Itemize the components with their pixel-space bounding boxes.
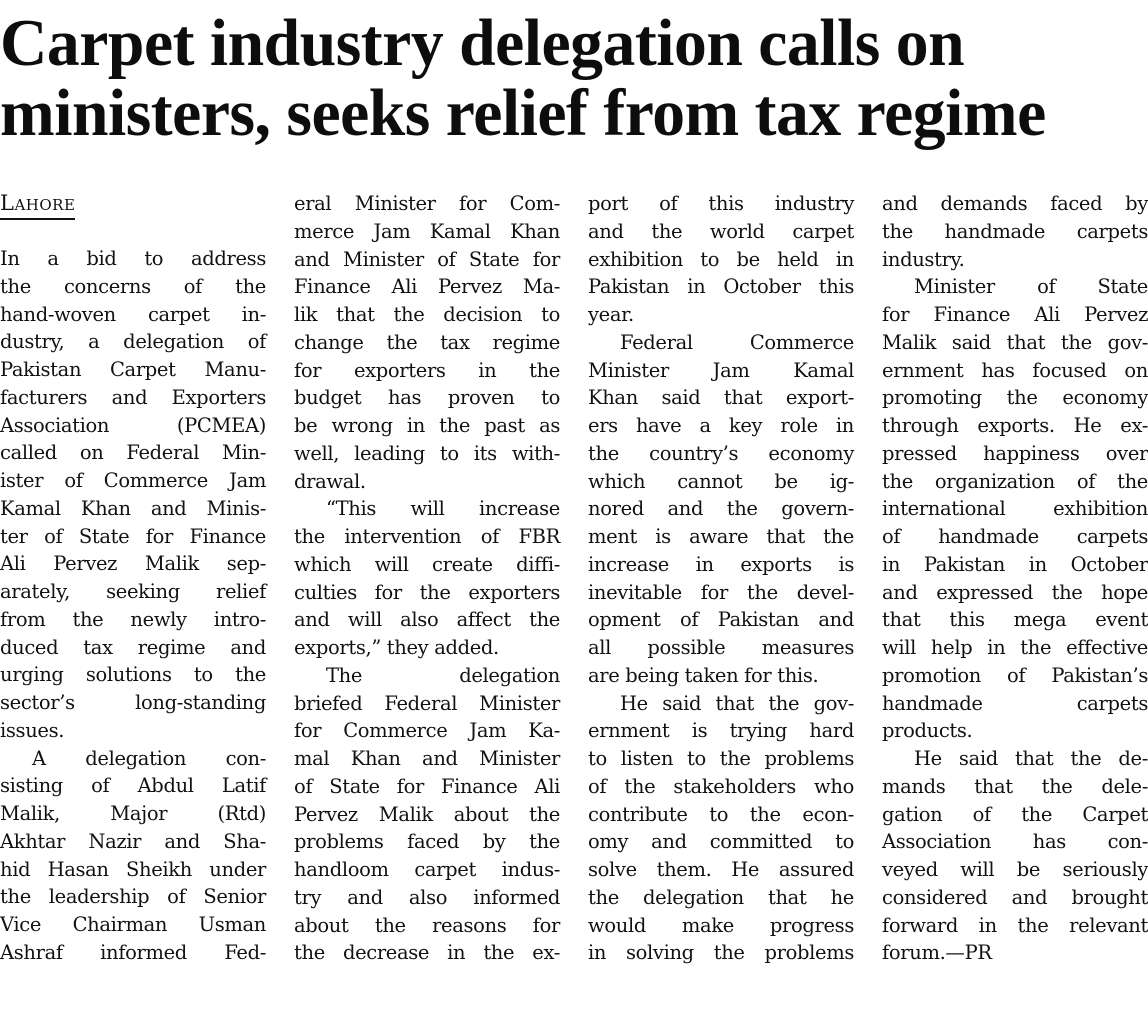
- article-text-line: dustry, a delegation of: [0, 330, 266, 354]
- article-text-line: for Finance Ali Pervez: [882, 303, 1148, 326]
- article-text-line: mal Khan and Minister: [294, 747, 560, 770]
- article-text-line: for exporters in the: [294, 358, 560, 382]
- headline-line-2: ministers, seeks relief from tax regime: [0, 76, 1046, 150]
- article-text-line: exports,” they added.: [294, 636, 499, 659]
- article-text-line: Association has con-: [882, 830, 1148, 854]
- article-text-line: year.: [588, 303, 634, 326]
- article-text-line: lik that the decision to: [294, 303, 560, 326]
- headline-line-1: Carpet industry delegation calls on: [0, 6, 965, 80]
- article-column-1: [0, 245, 266, 967]
- article-text-line: exhibition to be held in: [588, 247, 854, 271]
- article-column-3: [588, 190, 854, 967]
- article-text-line: gation of the Carpet: [882, 802, 1148, 826]
- article-text-line: promotion of Pakistan’s: [882, 663, 1148, 687]
- article-text-line: Minister of State: [914, 275, 1148, 299]
- article-text-line: Federal Commerce: [620, 330, 854, 354]
- article-text-line: veyed will be seriously: [882, 858, 1148, 881]
- article-text-line: opment of Pakistan and: [588, 608, 854, 632]
- article-text-line: Ashraf informed Fed-: [0, 940, 266, 964]
- article-text-line: omy and committed to: [588, 830, 854, 854]
- article-text-line: Khan said that export-: [588, 386, 854, 410]
- article-text-line: the leadership of Senior: [0, 885, 266, 909]
- article-text-line: A delegation con-: [32, 746, 266, 770]
- article-text-line: budget has proven to: [294, 386, 560, 410]
- article-text-line: duced tax regime and: [0, 635, 266, 659]
- article-text-line: ernment has focused on: [882, 358, 1148, 382]
- article-text-line: Pervez Malik about the: [294, 802, 560, 826]
- article-text-line: ter of State for Finance: [0, 524, 266, 548]
- article-text-line: of State for Finance Ali: [294, 774, 560, 798]
- article-text-line: pressed happiness over: [882, 441, 1148, 465]
- article-text-line: well, leading to its with-: [294, 441, 560, 465]
- article-text-line: Akhtar Nazir and Sha-: [0, 829, 266, 853]
- article-text-line: hand-woven carpet in-: [0, 302, 266, 326]
- article-text-line: handloom carpet indus-: [294, 858, 560, 881]
- article-text-line: In a bid to address: [0, 247, 266, 270]
- article-column-4: [882, 190, 1148, 967]
- article-text-line: Kamal Khan and Minis-: [0, 496, 266, 520]
- article-text-line: the organization of the: [882, 469, 1148, 493]
- article-text-line: He said that the de-: [914, 747, 1148, 770]
- article-text-line: industry.: [882, 247, 965, 271]
- article-text-line: the concerns of the: [0, 274, 266, 298]
- article-text-line: eral Minister for Com-: [294, 192, 560, 215]
- article-text-line: the delegation that he: [588, 885, 854, 909]
- article-text-line: of handmade carpets: [882, 525, 1148, 548]
- article-text-line: about the reasons for: [294, 913, 560, 937]
- article-text-line: Vice Chairman Usman: [0, 913, 266, 936]
- article-text-line: the decrease in the ex-: [294, 941, 560, 965]
- article-text-line: He said that the gov-: [620, 691, 854, 715]
- article-text-line: arately, seeking relief: [0, 580, 266, 603]
- article-text-line: and expressed the hope: [882, 580, 1148, 604]
- article-text-line: Pakistan Carpet Manu-: [0, 358, 266, 381]
- article-text-line: Malik said that the gov-: [882, 330, 1148, 354]
- article-column-2: [294, 190, 560, 967]
- article-text-line: try and also informed: [294, 885, 560, 909]
- article-text-line: international exhibition: [882, 497, 1148, 521]
- article-text-line: problems faced by the: [294, 830, 560, 854]
- article-text-line: ister of Commerce Jam: [0, 469, 266, 492]
- article-text-line: briefed Federal Minister: [294, 691, 560, 715]
- article-text-line: Minister Jam Kamal: [588, 358, 854, 382]
- article-text-line: the handmade carpets: [882, 219, 1148, 243]
- article-text-line: Association (PCMEA): [0, 413, 266, 437]
- article-text-line: and will also affect the: [294, 608, 560, 632]
- article-text-line: ment is aware that the: [588, 525, 854, 548]
- article-text-line: from the newly intro-: [0, 607, 266, 631]
- article-text-line: Malik, Major (Rtd): [0, 802, 266, 825]
- article-text-line: in Pakistan in October: [882, 552, 1148, 576]
- article-text-line: Ali Pervez Malik sep-: [0, 552, 266, 576]
- article-text-line: of the stakeholders who: [588, 774, 854, 798]
- article-text-line: issues.: [0, 718, 65, 742]
- article-text-line: contribute to the econ-: [588, 802, 854, 826]
- article-text-line: forum.—PR: [882, 941, 992, 965]
- article-text-line: Pakistan in October this: [588, 275, 854, 299]
- article-text-line: ers have a key role in: [588, 414, 854, 437]
- article-text-line: drawal.: [294, 469, 366, 493]
- article-text-line: Finance Ali Pervez Ma-: [294, 275, 560, 299]
- article-text-line: sector’s long-standing: [0, 691, 266, 714]
- article-text-line: are being taken for this.: [588, 663, 819, 687]
- headline: [0, 8, 1125, 148]
- article-text-line: mands that the dele-: [882, 774, 1148, 798]
- article-text-line: culties for the exporters: [294, 580, 560, 604]
- article-text-line: promoting the economy: [882, 386, 1148, 410]
- article-text-line: products.: [882, 719, 973, 743]
- article-text-line: sisting of Abdul Latif: [0, 774, 266, 798]
- article-text-line: for Commerce Jam Ka-: [294, 719, 560, 743]
- article-text-line: and Minister of State for: [294, 247, 560, 271]
- article-text-line: “This will increase: [326, 497, 560, 521]
- article-text-line: urging solutions to the: [0, 663, 266, 687]
- article-text-line: that this mega event: [882, 608, 1148, 632]
- article-text-line: in solving the problems: [588, 941, 854, 965]
- article-text-line: which cannot be ig-: [588, 469, 854, 493]
- article-text-line: port of this industry: [588, 192, 854, 215]
- article-text-line: the country’s economy: [588, 441, 854, 465]
- article-text-line: inevitable for the devel-: [588, 580, 854, 604]
- article-text-line: and the world carpet: [588, 219, 854, 243]
- article-text-line: facturers and Exporters: [0, 385, 266, 409]
- dateline: Lahore: [0, 190, 75, 220]
- article-text-line: considered and brought: [882, 885, 1148, 909]
- article-text-line: forward in the relevant: [882, 913, 1148, 937]
- article-text-line: and demands faced by: [882, 192, 1148, 215]
- article-text-line: which will create diffi-: [294, 552, 560, 576]
- article-text-line: would make progress: [588, 913, 854, 937]
- article-text-line: all possible measures: [588, 636, 854, 659]
- article-text-line: to listen to the problems: [588, 747, 854, 770]
- article-text-line: the intervention of FBR: [294, 525, 560, 548]
- article-text-line: will help in the effective: [882, 636, 1148, 659]
- article-text-line: merce Jam Kamal Khan: [294, 219, 560, 243]
- article-text-line: ernment is trying hard: [588, 719, 854, 743]
- article-text-line: increase in exports is: [588, 552, 854, 576]
- article-text-line: change the tax regime: [294, 330, 560, 354]
- article-text-line: hid Hasan Sheikh under: [0, 857, 266, 881]
- article-text-line: The delegation: [326, 663, 560, 687]
- article-text-line: through exports. He ex-: [882, 414, 1148, 437]
- article-text-line: called on Federal Min-: [0, 441, 266, 465]
- article-text-line: be wrong in the past as: [294, 414, 560, 437]
- article-text-line: handmade carpets: [882, 691, 1148, 715]
- article-text-line: solve them. He assured: [588, 858, 854, 881]
- article-text-line: nored and the govern-: [588, 497, 854, 521]
